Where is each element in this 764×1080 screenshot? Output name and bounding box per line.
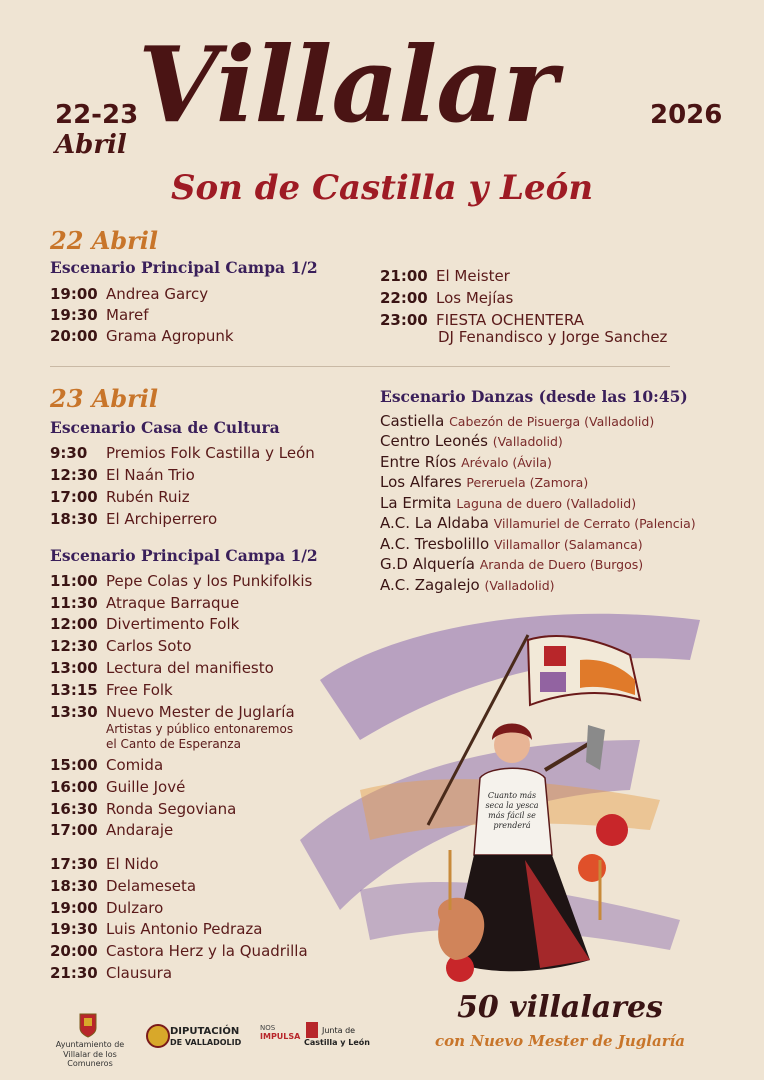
danza-item: Centro Leonés (Valladolid) xyxy=(380,432,563,450)
cultura-row: 12:30 El Naán Trio xyxy=(50,466,195,484)
cultura-row: 17:00 Rubén Ruiz xyxy=(50,488,190,506)
danza-item: Los Alfares Pereruela (Zamora) xyxy=(380,473,589,491)
shirt-text: seca la yesca xyxy=(485,801,539,810)
danza-item: La Ermita Laguna de duero (Valladolid) xyxy=(380,494,637,512)
principal-row: 18:30 Delameseta xyxy=(50,877,197,895)
principal-row: 13:00 Lectura del manifiesto xyxy=(50,659,274,677)
day1-row: 19:30 Maref xyxy=(50,306,149,324)
principal-row: 17:00 Andaraje xyxy=(50,821,174,839)
shirt-text: más fácil se xyxy=(488,811,536,820)
principal-row: 12:00 Divertimento Folk xyxy=(50,615,240,633)
principal-row: 13:30 Nuevo Mester de Juglaría xyxy=(50,703,295,721)
principal-row: 16:00 Guille Jové xyxy=(50,778,186,796)
principal-row: 15:00 Comida xyxy=(50,756,164,774)
subtitle: Son de Castilla y León xyxy=(170,168,594,208)
principal-row: 11:30 Atraque Barraque xyxy=(50,594,240,612)
header-year: 2026 xyxy=(650,100,723,130)
junta-line2: Castilla y León xyxy=(304,1038,370,1047)
day1-row: 21:00 El Meister xyxy=(380,267,510,285)
day2-stage-principal: Escenario Principal Campa 1/2 xyxy=(50,546,318,565)
principal-row: 19:30 Luis Antonio Pedraza xyxy=(50,920,263,938)
danza-item: A.C. Tresbolillo Villamallor (Salamanca) xyxy=(380,535,643,553)
principal-row: 16:30 Ronda Segoviana xyxy=(50,800,237,818)
anniversary-title: 50 villalares xyxy=(457,990,663,1025)
diputacion-line2: DE VALLADOLID xyxy=(170,1038,242,1047)
principal-row: 20:00 Castora Herz y la Quadrilla xyxy=(50,942,308,960)
day1-row: 20:00 Grama Agropunk xyxy=(50,327,234,345)
diputacion-line1: DIPUTACIÓN xyxy=(170,1026,240,1037)
cultura-row: 9:30 Premios Folk Castilla y León xyxy=(50,444,315,462)
ayuntamiento-logo xyxy=(70,1012,106,1038)
junta-line1: Junta de xyxy=(322,1026,356,1035)
day1-row: 19:00 Andrea Garcy xyxy=(50,285,209,303)
flag-lion xyxy=(540,672,566,692)
impulsa-line1: NOS xyxy=(260,1024,276,1032)
principal-note: Artistas y público entonaremos xyxy=(106,722,294,736)
day1-row: 22:00 Los Mejías xyxy=(380,289,514,307)
principal-row: 12:30 Carlos Soto xyxy=(50,637,192,655)
divider xyxy=(50,366,670,367)
danza-item: A.C. La Aldaba Villamuriel de Cerrato (Palencia) xyxy=(380,514,696,532)
danza-item: Castiella Cabezón de Pisuerga (Valladolid) xyxy=(380,412,655,430)
impulsa-line2: IMPULSA xyxy=(260,1032,301,1041)
header-dates: 22-23 xyxy=(55,100,139,130)
day2-stage-cultura: Escenario Casa de Cultura xyxy=(50,418,280,437)
cultura-row: 18:30 El Archiperrero xyxy=(50,510,218,528)
day1-row-extra: DJ Fenandisco y Jorge Sanchez xyxy=(438,328,668,346)
header-month: Abril xyxy=(55,130,127,160)
anniversary-subtitle: con Nuevo Mester de Juglaría xyxy=(434,1032,686,1050)
day1-stage: Escenario Principal Campa 1/2 xyxy=(50,258,318,277)
shirt-text: Cuanto más xyxy=(487,791,537,800)
principal-row: 21:30 Clausura xyxy=(50,964,173,982)
flower-icon xyxy=(578,854,606,882)
day1-row: 23:00 FIESTA OCHENTERA xyxy=(380,311,585,329)
shirt-text: prenderá xyxy=(493,821,531,830)
day1-heading: 22 Abril xyxy=(50,226,159,255)
principal-row: 11:00 Pepe Colas y los Punkifolkis xyxy=(50,572,313,590)
day2-heading: 23 Abril xyxy=(50,384,159,413)
page-title: Villalar xyxy=(138,23,557,146)
diputacion-logo xyxy=(146,1024,170,1048)
danza-item: Entre Ríos Arévalo (Ávila) xyxy=(380,453,552,471)
principal-row: 13:15 Free Folk xyxy=(50,681,173,699)
coat-of-arms-icon xyxy=(70,1012,106,1038)
flag-castle xyxy=(544,646,566,666)
principal-row: 19:00 Dulzaro xyxy=(50,899,164,917)
day2-stage-danzas: Escenario Danzas (desde las 10:45) xyxy=(380,387,688,406)
purple-wash xyxy=(320,614,700,740)
illustration xyxy=(300,590,720,1010)
danza-item: G.D Alquería Aranda de Duero (Burgos) xyxy=(380,555,644,573)
principal-row: 17:30 El Nido xyxy=(50,855,159,873)
danza-item: A.C. Zagalejo (Valladolid) xyxy=(380,576,555,594)
ayuntamiento-line2: Villalar de los Comuneros xyxy=(63,1050,117,1068)
principal-note: el Canto de Esperanza xyxy=(106,737,241,751)
junta-logo xyxy=(306,1022,318,1038)
ayuntamiento-line1: Ayuntamiento de xyxy=(55,1040,125,1049)
flower-icon xyxy=(596,814,628,846)
